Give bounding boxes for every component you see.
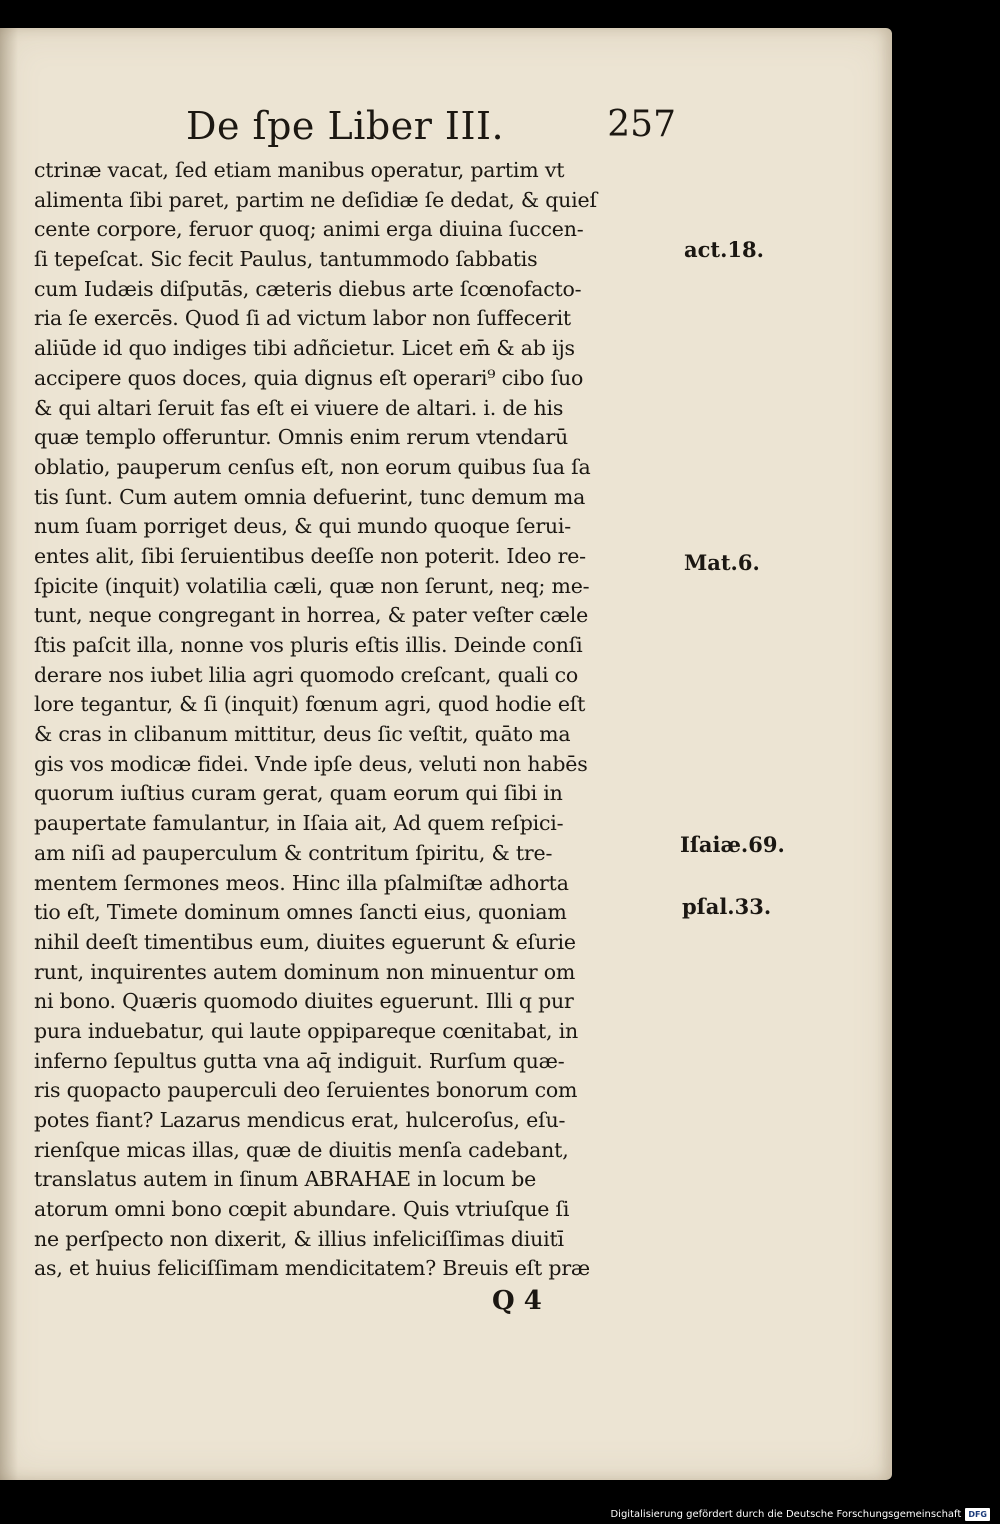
text-line: tunt, neque congregant in horrea, & pater veſter cæle: [34, 603, 589, 628]
text-line: am niſi ad pauperculum & contritum ſpiritu, & tre-: [34, 840, 553, 865]
text-line: nihil deeſt timentibus eum, diuites eguerunt & eſurie: [34, 929, 576, 954]
footer-credit: Digitalisierung gefördert durch die Deutsche Forschungsgemeinschaft: [610, 1509, 962, 1520]
text-line: ctrinæ vacat, ſed etiam manibus operatur, partim vt: [34, 158, 565, 182]
text-line: paupertate famulantur, in Iſaia ait, Ad quem reſpici-: [34, 811, 564, 836]
text-line: & cras in clibanum mittitur, deus ſic veſtit, quāto ma: [34, 722, 571, 747]
margin-note-matthew: Mat.6.: [684, 550, 760, 575]
text-line: tio eſt, Timete dominum omnes ſancti eius, quoniam: [34, 900, 567, 925]
text-line: translatus autem in ſinum ABRAHAE in locum be: [34, 1167, 537, 1192]
main-text-block: [34, 156, 674, 1284]
page-number: 257: [607, 104, 676, 145]
running-head: [186, 104, 676, 154]
text-line: & qui altari ſeruit fas eſt ei viuere de altari. i. de his: [34, 395, 564, 420]
text-line: ſtis paſcit illa, nonne vos pluris eſtis illis. Deinde conſi: [34, 633, 583, 657]
digitization-footer: [610, 1508, 990, 1521]
text-line: aliūde id quo indiges tibi adñcietur. Licet em̄ & ab ijs: [34, 336, 575, 361]
text-line: ris quopacto pauperculi deo ſeruientes bonorum com: [34, 1078, 578, 1103]
running-title: De ſpe Liber III.: [186, 104, 505, 148]
text-line: ſi tepeſcat. Sic fecit Paulus, tantummodo ſabbatis: [34, 247, 538, 272]
margin-note-psalm: pſal.33.: [682, 894, 772, 919]
text-line: num ſuam porriget deus, & qui mundo quoque ſerui-: [34, 514, 572, 539]
text-line: ria ſe exercēs. Quod ſi ad victum labor non ſuffecerit: [34, 306, 571, 331]
text-line: entes alit, ſibi ſeruientibus deeſſe non poterit. Ideo re-: [34, 543, 586, 568]
text-line: cente corpore, feruor quoq; animi erga diuina ſuccen-: [34, 217, 584, 242]
signature-mark: Q 4: [492, 1286, 542, 1316]
text-line: gis vos modicæ fidei. Vnde ipſe deus, veluti non habēs: [34, 751, 588, 776]
margin-note-acts: act.18.: [684, 237, 764, 262]
text-line: quæ templo offeruntur. Omnis enim rerum vtendarū: [34, 425, 569, 450]
text-line: mentem ſermones meos. Hinc illa pſalmiſtæ adhorta: [34, 870, 569, 895]
text-line: atorum omni bono cœpit abundare. Quis vtriuſque ſi: [34, 1197, 570, 1222]
margin-note-isaiah: Iſaiæ.69.: [680, 832, 785, 857]
text-line: ni bono. Quæris quomodo diuites eguerunt. Illi q pur: [34, 989, 574, 1014]
text-line: as, et huius feliciſſimam mendicitatem? Breuis eſt præ: [34, 1256, 591, 1281]
text-line: inferno ſepultus gutta vna aq̄ indiguit. Rurſum quæ-: [34, 1048, 565, 1073]
text-line: potes fiant? Lazarus mendicus erat, hulceroſus, eſu-: [34, 1108, 566, 1132]
text-line: tis ſunt. Cum autem omnia defuerint, tunc demum ma: [34, 484, 586, 509]
text-line: accipere quos doces, quia dignus eſt operari⁹ cibo ſuo: [34, 365, 584, 390]
text-line: alimenta ſibi paret, partim ne deſidiæ ſe dedat, & quieſ: [34, 187, 597, 212]
text-line: cum Iudæis diſputās, cæteris diebus arte ſcœnofacto-: [34, 276, 582, 301]
dfg-logo: DFG: [965, 1508, 990, 1521]
text-line: runt, inquirentes autem dominum non minuentur om: [34, 959, 576, 984]
text-line: lore tegantur, & ſi (inquit) fœnum agri, quod hodie eſt: [34, 692, 586, 717]
text-line: ſpicite (inquit) volatilia cæli, quæ non ſerunt, neq; me-: [34, 573, 590, 598]
text-line: pura induebatur, qui laute oppipareque cœnitabat, in: [34, 1018, 579, 1043]
text-line: rienſque micas illas, quæ de diuitis menſa cadebant,: [34, 1137, 569, 1162]
text-line: quorum iuſtius curam gerat, quam eorum qui ſibi in: [34, 781, 563, 806]
text-line: ne perſpecto non dixerit, & illius infeliciſſimas diuitī: [34, 1226, 564, 1251]
text-line: oblatio, pauperum cenſus eſt, non eorum quibus ſua ſa: [34, 454, 591, 479]
book-page: [0, 28, 892, 1480]
text-line: derare nos iubet lilia agri quomodo creſcant, quali co: [34, 662, 579, 687]
